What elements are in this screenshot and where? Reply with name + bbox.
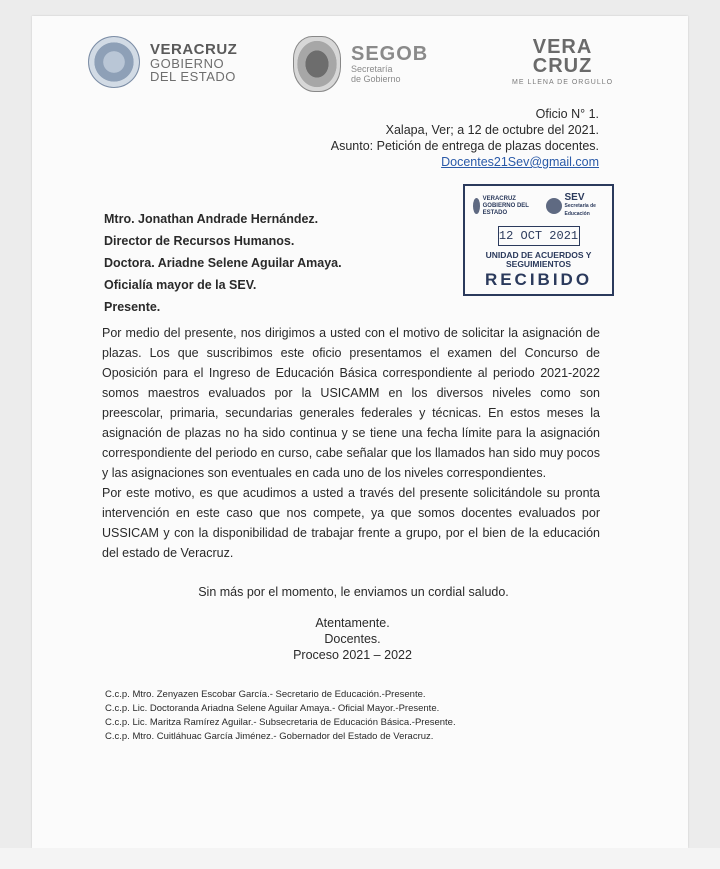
signature-line1: Atentamente. [315, 616, 390, 630]
ccp-item: C.c.p. Mtro. Cuitláhuac García Jiménez.- Gobernador del Estado de Veracruz. [105, 731, 434, 742]
stamp-seal-icon [473, 198, 480, 214]
brand-line2: CRUZ [532, 55, 593, 77]
oficio-number: Oficio N° 1. [535, 107, 599, 121]
ccp-item: C.c.p. Mtro. Zenyazen Escobar García.- Secretario de Educación.-Presente. [105, 689, 426, 700]
veracruz-brand-logo [512, 38, 613, 86]
stamp-status: RECIBIDO [484, 270, 593, 289]
segob-logo [293, 36, 428, 92]
logo-line2: GOBIERNO [150, 55, 225, 71]
brand-tagline: ME LLENA DE ORGULLO [512, 79, 614, 86]
stamp-date: 12 OCT 2021 [498, 226, 580, 246]
state-seal-icon [88, 36, 140, 88]
stamp-sev-seal-icon [546, 198, 562, 214]
segob-seal-icon [293, 36, 341, 92]
logo-line3: DEL ESTADO [150, 68, 236, 84]
veracruz-government-text [150, 42, 237, 83]
stamp-org2-sub: Secretaría de Educación [564, 203, 596, 217]
addressee-line: Mtro. Jonathan Andrade Hernández. [104, 212, 319, 226]
letter-metadata [331, 106, 599, 170]
ccp-item: C.c.p. Lic. Maritza Ramírez Aguilar.- Subsecretaria de Educación Básica.-Presente. [105, 717, 456, 728]
segob-sub1: Secretaría [351, 64, 393, 75]
stamp-org2-text: SEV [564, 192, 585, 203]
email-link[interactable]: Docentes21Sev@gmail.com [441, 155, 599, 169]
body-paragraph-2: Por este motivo, es que acudimos a usted a través del presente solicitándole su pronta intervención en este caso que nos compete, ya que somos docentes evaluados por USSICAM y con la disponibilidad de trabajar frente a grupo, por el bien de la educación del estado de Veracruz. [102, 486, 600, 560]
closing-line: Sin más por el momento, le enviamos un cordial saludo. [198, 585, 509, 599]
brand-line1: VERA [532, 36, 593, 58]
addressee-line: Director de Recursos Humanos. [104, 234, 295, 248]
segob-text [351, 44, 428, 84]
received-stamp [463, 184, 614, 296]
bottom-margin [0, 848, 720, 869]
addressee-line: Presente. [104, 300, 161, 314]
signature-line3: Proceso 2021 – 2022 [293, 648, 412, 662]
subject-line: Asunto: Petición de entrega de plazas docentes. [330, 139, 599, 153]
ccp-list [105, 688, 456, 744]
signature-block [0, 615, 705, 663]
addressee-line: Doctora. Ariadne Selene Aguilar Amaya. [104, 256, 342, 270]
stamp-org2 [546, 194, 605, 218]
addressee-line: Oficialía mayor de la SEV. [104, 278, 257, 292]
segob-sub2: de Gobierno [351, 73, 401, 84]
ccp-item: C.c.p. Lic. Doctoranda Ariadna Selene Aguilar Amaya.- Oficial Mayor.-Presente. [105, 703, 440, 714]
stamp-logos [465, 190, 612, 222]
segob-title: SEGOB [351, 43, 429, 66]
stamp-org1 [473, 196, 531, 217]
body-paragraph-1: Por medio del presente, nos dirigimos a usted con el motivo de solicitar la asignación de plazas. Los que suscribimos este oficio presentamos el examen del Concurso de Oposición para el Ingreso de Educación Básica correspondiente al periodo 2021-2022 somos maestros evaluados por la USICAMM en los diversos niveles como son preescolar, primaria, secundarias generales federales y técnicas. En estos meses la asignación de plazas no ha sido continua y se tiene una fecha límite para la asignación correspondiente del periodo en curso, cabe señalar que los llamados han sido muy pocos y las asignaciones son eventuales en cada uno de los niveles correspondientes. [102, 326, 600, 480]
veracruz-government-logo [88, 36, 237, 88]
stamp-unit [465, 251, 612, 269]
place-date: Xalapa, Ver; a 12 de octubre del 2021. [385, 123, 599, 137]
signature-line2: Docentes. [324, 632, 381, 646]
stamp-org1-text: VERACRUZ GOBIERNO DEL ESTADO [482, 195, 529, 216]
logo-line1: VERACRUZ [150, 40, 238, 58]
stamp-unit-line1: UNIDAD DE ACUERDOS Y [485, 250, 592, 260]
addressee-block [104, 208, 342, 318]
stamp-unit-line2: SEGUIMIENTOS [505, 259, 572, 269]
